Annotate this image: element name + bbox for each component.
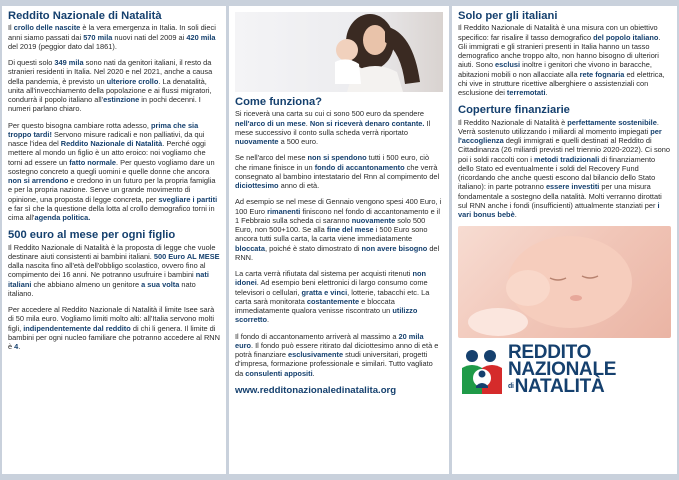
emphasis-text: i vari bonus bebè <box>458 200 660 220</box>
body-text: . Il fondo può essere ritirato dal diciottesimo anno di età e potrà finanziare <box>235 340 439 360</box>
body-text: di chi li genera. Il limite di bambini per ogni nucleo familiare che potranno accedere al RNN è <box>8 323 220 352</box>
paragraph <box>8 58 220 114</box>
emphasis-text: del popolo italiano <box>593 32 659 42</box>
emphasis-text: diciottesimo <box>235 181 279 191</box>
body-text: in pochi decenni. I numeri parlano chiaro. <box>8 95 201 114</box>
body-text: . <box>267 315 270 325</box>
column-center <box>229 6 449 474</box>
body-text: . <box>312 368 315 378</box>
section-title: Come funziona? <box>235 96 323 108</box>
body-text: a 500 euro. <box>278 137 318 147</box>
body-text: sono nati da genitori italiani, il resto da stranieri residenti in Italia. Nel 2020 e nel 2021, anche a causa della pandemia, è previsto un <box>8 58 213 86</box>
logo-di: di <box>508 382 514 390</box>
emphasis-text: esclusi <box>494 60 521 70</box>
paragraph <box>235 109 443 146</box>
logo <box>458 344 671 396</box>
body-text: è la vera emergenza in Italia. In soli dieci anni siamo passati dai <box>8 23 216 42</box>
body-text: tutti i 500 euro, ciò che rimane finisce in un <box>235 153 430 172</box>
paragraph <box>8 23 220 51</box>
sleeping-baby-photo <box>458 226 671 338</box>
body-text: nato italiano. <box>8 279 196 298</box>
emphasis-text: a sua volta <box>141 279 180 289</box>
body-text: solo 500 Euro, non 500+100. Se alla <box>235 215 426 235</box>
paragraph <box>8 121 220 223</box>
body-text: . Ad esempio beni elettronici di largo consumo come televisori o cellulari, <box>235 278 428 297</box>
emphasis-text: nuovamente <box>235 137 279 147</box>
logo-line-1: REDDITO <box>508 342 592 364</box>
body-text: , lotterie, tabacchi etc. La carta sarà monitorata <box>235 287 430 306</box>
emphasis-text: utilizzo scorretto <box>235 306 418 325</box>
section-title: Coperture finanziarie <box>458 104 570 117</box>
body-text: . Per questo vogliamo dare un sostegno concreto a quegli uomini e quelle donne che ancora <box>8 157 215 176</box>
emphasis-text: rete fognaria <box>579 69 625 79</box>
emphasis-text: nell'arco di un mese <box>235 118 306 128</box>
emphasis-text: rimanenti <box>267 206 301 216</box>
paragraph <box>235 153 443 190</box>
emphasis-text: ulteriore crollo <box>106 76 159 86</box>
body-text: Il Reddito Nazionale di Natalità è la proposta di legge che vuole destinare aiuti consistenti ai bambini italiani. <box>8 242 216 261</box>
body-text: ed elettrica, chi vive in strutture ricettive alberghiere o assistenziali con esclusione dei <box>458 69 665 98</box>
emphasis-text: costantemente <box>306 296 360 306</box>
emphasis-text: fondo di accantonamento <box>314 162 405 172</box>
paragraph <box>8 243 220 299</box>
section-title: Reddito Nazionale di Natalità <box>8 10 162 22</box>
body-text: Si riceverà una carta su cui ci sono 500 euro da spendere <box>235 109 424 119</box>
website-link[interactable]: www.redditonazionaledinatalita.org <box>235 384 397 396</box>
body-text: Per accedere al Reddito Nazionale di Natalità il limite Isee sarà di 50 mila euro. Vogliamo limiti molto alti: all'Italia servono molti figli, <box>8 305 215 333</box>
mother-baby-photo <box>235 12 443 92</box>
body-text: . Verrà sostenuto utilizzando i miliardi al momento impiegati <box>458 117 659 136</box>
paragraph <box>235 332 443 378</box>
emphasis-text: 4 <box>14 342 19 352</box>
body-text: finiscono nel fondo di accantonamento e il 1 Febbraio sulla scheda ci saranno <box>235 206 441 225</box>
section-title: Solo per gli italiani <box>458 10 558 22</box>
emphasis-text: 570 mila <box>83 32 113 42</box>
emphasis-text: consulenti appositi <box>245 368 313 378</box>
paragraph <box>235 269 443 325</box>
body-text: del RNN. <box>235 243 440 262</box>
emphasis-text: crollo delle nascite <box>13 23 81 33</box>
column-right <box>452 6 677 474</box>
body-text: Il Reddito Nazionale di Natalità è una misura con un obiettivo specifico: far risalire il tasso demografico <box>458 23 658 42</box>
family-flag-logo-icon <box>458 344 506 396</box>
emphasis-text: esclusivamente <box>288 350 344 360</box>
paragraph <box>458 23 671 97</box>
emphasis-text: metodi tradizionali <box>534 154 600 164</box>
emphasis-text: indipendentemente dal reddito <box>23 323 131 333</box>
emphasis-text: nuovamente <box>351 215 396 225</box>
emphasis-text: nati italiani <box>8 270 209 289</box>
body-text: Se nell'arco del mese <box>235 153 308 163</box>
body-text: Di questi solo <box>8 58 55 68</box>
column-left <box>2 6 226 474</box>
body-text: . <box>545 88 548 98</box>
emphasis-text: 500 Euro AL MESE <box>153 251 220 261</box>
logo-line-3: NATALITÀ <box>514 375 605 397</box>
body-text: che verrà consegnato al bambino intestatario del Rnn al compimento del <box>235 162 440 181</box>
paragraph <box>235 197 443 262</box>
logo-text <box>508 342 617 397</box>
body-text: Il mese successivo il conto sulla scheda verrà riportato <box>235 118 431 137</box>
emphasis-text: perfettamente sostenibile <box>567 117 657 127</box>
body-text: Servono misure radicali e non palliativi, da qui nasce l'idea del <box>8 129 205 149</box>
body-text: del 2019 (peggior dato dal 1861). <box>8 41 117 51</box>
body-text: e far sì che la questione della lotta al crollo demografico torni in cima all' <box>8 203 215 223</box>
body-text: . <box>18 342 21 352</box>
emphasis-text: 349 mila <box>54 58 84 68</box>
body-text: Il Reddito Nazionale di Natalità è <box>458 117 568 127</box>
emphasis-text: fatto normale <box>69 157 117 167</box>
body-text: , poiché è stato dimostrato di <box>265 243 362 253</box>
emphasis-text: bloccata <box>235 243 265 253</box>
logo-line-2: NAZIONALE <box>508 359 617 381</box>
emphasis-text: 20 mila euro <box>235 331 424 350</box>
body-text: anno di età. <box>278 181 320 191</box>
emphasis-text: non avere bisogno <box>361 243 428 253</box>
body-text: Il <box>8 23 14 33</box>
paragraph <box>458 118 671 220</box>
body-text: La carta verrà rifiutata dal sistema per acquisti ritenuti <box>235 269 413 279</box>
body-text: . La denatalità, unita all'invecchiamento della popolazione e ai flussi migratori, condurrà il popolo italiano all' <box>8 76 212 105</box>
emphasis-text: svegliare i partiti <box>158 194 218 204</box>
emphasis-text: essere investiti <box>545 182 600 192</box>
emphasis-text: Reddito Nazionale di Natalità <box>60 139 163 149</box>
body-text: . Gli immigrati e gli stranieri presenti in Italia hanno un tasso demografico anche troppo alto, non hanno bisogno di ulteriori aiuti. Sono <box>458 32 661 70</box>
body-text: nuovi nati del 2009 ai <box>112 32 187 42</box>
body-text: studi universitari, progetti d'impresa, formazione professionale e similari. Tutto vagliato da <box>235 350 433 378</box>
mother-baby-illustration <box>235 12 443 92</box>
section-title: 500 euro al mese per ogni figlio <box>8 229 176 242</box>
body-text: che abbiano almeno un genitore <box>31 279 142 289</box>
emphasis-text: estinzione <box>103 95 140 105</box>
body-text: . Perché oggi mettere al mondo un figlio è un atto eroico: noi vogliamo che torni ad essere un <box>8 139 206 167</box>
emphasis-text: fine del mese <box>326 225 374 235</box>
body-text: inoltre i genitori che vivono in baracche, abitazioni mobili o non allacciate alla <box>458 60 652 79</box>
emphasis-text: agenda politica. <box>34 213 91 223</box>
emphasis-text: non si spendono <box>307 153 367 163</box>
body-text: e credono in un futuro per la propria famiglia e per la propria nazione. Serve un grande movimento di opinione, una proposta di legge concreta, per <box>8 176 216 204</box>
emphasis-text: non idonei <box>235 269 427 288</box>
body-text: . <box>305 118 310 128</box>
body-text: i 500 Euro sono ancora tutti sulla carta, la carta viene immediatamente <box>235 225 428 244</box>
paragraph <box>8 305 220 351</box>
body-text: e bloccata immediatamente qualora venisse riscontrato un <box>235 296 395 316</box>
body-text: . <box>514 210 517 220</box>
body-text: di finanziamento dello Stato ed eventualmente i soldi del Recovery Fund (ricordando che anche questi escono dal bilancio dello Stato italiano): in parte potranno <box>458 154 656 192</box>
emphasis-text: Non si riceverà denaro contante. <box>309 118 425 128</box>
emphasis-text: prima che sia troppo tardi! <box>8 120 199 139</box>
body-text: dalla nascita fino all'età dell'obbligo scolastico, ovvero fino al compimento dei 16 anni. Ne potranno usufruire i bambini <box>8 261 206 280</box>
emphasis-text: per l'accoglienza <box>458 126 662 146</box>
emphasis-text: terremotati <box>506 88 546 98</box>
emphasis-text: 420 mila <box>186 32 216 42</box>
sleeping-baby-illustration <box>458 226 671 338</box>
emphasis-text: gratta e vinci <box>301 287 348 297</box>
body-text: Per questo bisogna cambiare rotta adesso, <box>8 120 151 130</box>
body-text: Il fondo di accantonamento arriverà al massimo a <box>235 331 399 341</box>
body-text: Ad esempio se nel mese di Gennaio vengono spesi 400 Euro, i 100 Euro <box>235 197 442 216</box>
body-text: per una misura fondamentale a sostegno della natalità. Molti verranno dirottati sul RNN anche i fondi (insufficienti) attualmente stanziati per <box>458 182 662 210</box>
emphasis-text: non si arrendono <box>8 176 69 186</box>
body-text: degli immigrati e quelli destinati al Reddito di Cittadinanza (26 miliardi previsti nel triennio 2020-2022). Ci sono poi i soldi raccolti con i <box>458 136 670 164</box>
